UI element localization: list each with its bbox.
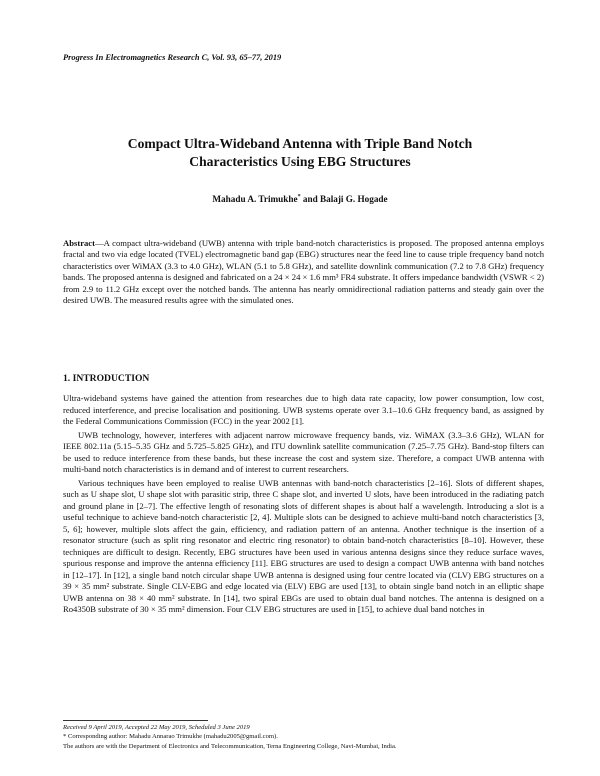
abstract	[63, 238, 544, 306]
title-line-1: Compact Ultra-Wideband Antenna with Triple Band Notch	[127, 136, 473, 151]
author-separator: and	[300, 194, 320, 205]
paragraph-3: Various techniques have been employed to realise UWB antennas with band-notch characteristics [2–16]. Slots of different shapes, such as U shape slot, U shape slot with parasitic strip, three C shape slot, and inverted U slots, have been introduced in the radiating patch and ground plane in [2–7]. The effective length of resonating slots of different shapes is about half a wavelength. Introducing a slot is a useful technique to achieve band-notch characteristic [2, 4]. Multiple slots can be designed to achieve multi-band notch characteristics [3, 5, 6]; however, multiple slots affect the gain, efficiency, and radiation pattern of an antenna. Another technique is the insertion of a resonator structure (such as split ring resonator and electric ring resonator) to obtain band-notch characteristics [8–10]. However, these techniques are difficult to design. Recently, EBG structures have been used in various antenna designs since they reduce surface waves, spurious response and improve the antenna efficiency [11]. EBG structures are used to design a compact UWB antenna with band notches in [12–17]. In [12], a single band notch circular shape UWB antenna is designed using four centre located via (CLV) EBG structures on a 39 × 35 mm² substrate. Single CLV-EBG and edge located via (ELV) EBG are used [13], to obtain single band notch in an elliptic shape UWB antenna on 38 × 40 mm² substrate. In [14], two spiral EBGs are used to obtain dual band notches. The antenna is designed on a Ro4350B substrate of 30 × 35 mm² dimension. Four CLV EBG structures are used in [15], to achieve dual band notches in	[63, 477, 544, 614]
footnote-divider	[63, 720, 208, 721]
paragraph-1: Ultra-wideband systems have gained the attention from researches due to high data rate capacity, low power consumption, low cost, reduced interference, and precise localisation and positioning. UWB systems operate over 3.1–10.6 GHz frequency band, as assigned by the Federal Communications Commission (FCC) in the year 2002 [1].	[63, 393, 544, 426]
journal-header: Progress In Electromagnetics Research C, Vol. 93, 65–77, 2019	[63, 53, 282, 62]
corresponding-author-mark: *	[297, 194, 301, 200]
section-body	[63, 393, 544, 618]
paragraph-2: UWB technology, however, interferes with adjacent narrow microwave frequency bands, viz. WiMAX (3.3–3.6 GHz), WLAN for IEEE 802.11a (5.15–5.35 GHz and 5.725–5.825 GHz), and ITU downlink satellite communication (7.25–7.75 GHz). Band-stop filters can be used to reduce interference from these bands, but these increase the cost and system size. Therefore, a compact UWB antenna with multi-band notch characteristics is in demand and of interest to current researchers.	[63, 429, 544, 474]
abstract-text: —A compact ultra-wideband (UWB) antenna with triple band-notch characteristics is proposed. The proposed antenna employs fractal and two via edge located (TVEL) electromagnetic band gap (EBG) structures near the feed line to cause triple frequency band notch characteristics over WiMAX (3.3 to 4.0 GHz), WLAN (5.1 to 5.8 GHz), and satellite downlink communication (7.2 to 7.8 GHz) frequency bands. The proposed antenna is designed and fabricated on a 24 × 24 × 1.6 mm³ FR4 substrate. It offers impedance bandwidth (VSWR < 2) from 2.9 to 11.2 GHz except over the notched bands. The antenna has nearly omnidirectional radiation patterns and steady gain over the desired UWB. The measured results agree with the simulated ones.	[63, 238, 544, 306]
footnotes	[63, 723, 544, 751]
section-heading: 1. INTRODUCTION	[63, 373, 150, 384]
author-list	[40, 194, 560, 204]
footnote-affiliation: The authors are with the Department of Electronics and Telecommunication, Terna Engineering College, Navi-Mumbai, India.	[63, 742, 397, 750]
author-2: Balaji G. Hogade	[319, 194, 388, 205]
abstract-label: Abstract	[63, 238, 95, 248]
author-1: Mahadu A. Trimukhe	[212, 194, 298, 205]
title-line-2: Characteristics Using EBG Structures	[189, 154, 411, 169]
footnote-corresponding: * Corresponding author: Mahadu Annarao Trimukhe (mahadu2005@gmail.com).	[63, 733, 278, 741]
footnote-received: Received 9 April 2019, Accepted 22 May 2019, Scheduled 3 June 2019	[63, 724, 250, 731]
paper-title	[40, 135, 560, 171]
